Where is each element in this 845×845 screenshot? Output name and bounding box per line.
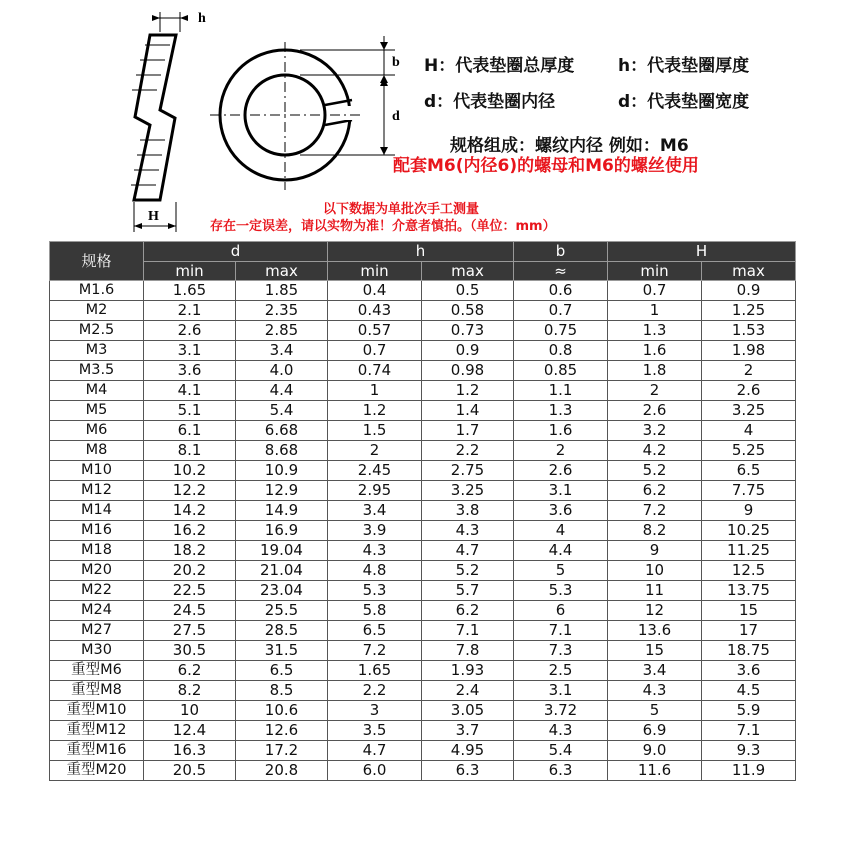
spec-cell: M8 [50, 441, 144, 461]
value-cell: 2.6 [514, 461, 608, 481]
value-cell: 6.1 [144, 421, 236, 441]
table-row [50, 601, 796, 621]
value-cell: 2.2 [422, 441, 514, 461]
value-cell: 15 [702, 601, 796, 621]
spec-cell: M3 [50, 341, 144, 361]
value-cell: 3 [328, 701, 422, 721]
value-cell: 1.5 [328, 421, 422, 441]
value-cell: 0.6 [514, 281, 608, 301]
value-cell: 2.1 [144, 301, 236, 321]
value-cell: 2 [514, 441, 608, 461]
value-cell: 2.35 [236, 301, 328, 321]
value-cell: 11.6 [608, 761, 702, 781]
label-H: H [148, 209, 159, 224]
value-cell: 3.1 [514, 481, 608, 501]
value-cell: 5 [608, 701, 702, 721]
value-cell: 8.1 [144, 441, 236, 461]
value-cell: 6.3 [422, 761, 514, 781]
value-cell: 2.2 [328, 681, 422, 701]
value-cell: 3.6 [144, 361, 236, 381]
subheader-h-max: max [422, 262, 514, 281]
value-cell: 8.68 [236, 441, 328, 461]
value-cell: 1.4 [422, 401, 514, 421]
spec-cell: M20 [50, 561, 144, 581]
spec-cell: M2 [50, 301, 144, 321]
value-cell: 5.3 [514, 581, 608, 601]
value-cell: 0.8 [514, 341, 608, 361]
value-cell: 4.3 [328, 541, 422, 561]
table-row [50, 681, 796, 701]
value-cell: 20.8 [236, 761, 328, 781]
value-cell: 2.6 [608, 401, 702, 421]
table-row [50, 481, 796, 501]
value-cell: 1.65 [328, 661, 422, 681]
legend-H: H：代表垫圈总厚度 [424, 56, 575, 76]
table-row [50, 761, 796, 781]
value-cell: 5.2 [422, 561, 514, 581]
value-cell: 1.7 [422, 421, 514, 441]
value-cell: 22.5 [144, 581, 236, 601]
spec-table [49, 241, 796, 781]
value-cell: 3.1 [514, 681, 608, 701]
value-cell: 14.2 [144, 501, 236, 521]
value-cell: 4.7 [328, 741, 422, 761]
value-cell: 5.9 [702, 701, 796, 721]
value-cell: 1.25 [702, 301, 796, 321]
value-cell: 1.3 [608, 321, 702, 341]
value-cell: 8.2 [144, 681, 236, 701]
value-cell: 7.1 [422, 621, 514, 641]
value-cell: 31.5 [236, 641, 328, 661]
value-cell: 19.04 [236, 541, 328, 561]
table-row [50, 741, 796, 761]
value-cell: 4.3 [608, 681, 702, 701]
value-cell: 5.4 [236, 401, 328, 421]
value-cell: 4.2 [608, 441, 702, 461]
value-cell: 10 [144, 701, 236, 721]
value-cell: 2.45 [328, 461, 422, 481]
value-cell: 16.2 [144, 521, 236, 541]
table-row [50, 301, 796, 321]
value-cell: 2.5 [514, 661, 608, 681]
spec-cell: M4 [50, 381, 144, 401]
value-cell: 8.2 [608, 521, 702, 541]
value-cell: 25.5 [236, 601, 328, 621]
table-row [50, 421, 796, 441]
value-cell: 6.5 [236, 661, 328, 681]
value-cell: 0.85 [514, 361, 608, 381]
spec-cell: M6 [50, 421, 144, 441]
value-cell: 3.25 [422, 481, 514, 501]
value-cell: 7.1 [514, 621, 608, 641]
measure-note-line1: 以下数据为单批次手工测量 [323, 202, 480, 217]
label-d: d [392, 109, 400, 124]
value-cell: 2.4 [422, 681, 514, 701]
value-cell: 2.85 [236, 321, 328, 341]
table-row [50, 621, 796, 641]
value-cell: 4 [514, 521, 608, 541]
value-cell: 23.04 [236, 581, 328, 601]
value-cell: 6.2 [608, 481, 702, 501]
value-cell: 1.1 [514, 381, 608, 401]
value-cell: 4.4 [236, 381, 328, 401]
value-cell: 4.3 [514, 721, 608, 741]
value-cell: 5.1 [144, 401, 236, 421]
spec-cell: M12 [50, 481, 144, 501]
spec-cell: 重型M8 [50, 681, 144, 701]
value-cell: 3.8 [422, 501, 514, 521]
value-cell: 3.1 [144, 341, 236, 361]
value-cell: 9 [608, 541, 702, 561]
value-cell: 5.3 [328, 581, 422, 601]
value-cell: 10.9 [236, 461, 328, 481]
spec-cell: M3.5 [50, 361, 144, 381]
value-cell: 0.5 [422, 281, 514, 301]
value-cell: 2.75 [422, 461, 514, 481]
value-cell: 21.04 [236, 561, 328, 581]
value-cell: 17 [702, 621, 796, 641]
value-cell: 0.9 [702, 281, 796, 301]
subheader-b-approx: ≈ [514, 262, 608, 281]
spec-cell: M22 [50, 581, 144, 601]
value-cell: 13.6 [608, 621, 702, 641]
table-row [50, 361, 796, 381]
value-cell: 0.73 [422, 321, 514, 341]
value-cell: 2 [328, 441, 422, 461]
spec-cell: 重型M12 [50, 721, 144, 741]
table-row [50, 661, 796, 681]
value-cell: 10 [608, 561, 702, 581]
value-cell: 12.6 [236, 721, 328, 741]
header-spec: 规格 [50, 242, 144, 281]
value-cell: 3.9 [328, 521, 422, 541]
value-cell: 30.5 [144, 641, 236, 661]
value-cell: 0.7 [328, 341, 422, 361]
header-b: b [514, 242, 608, 262]
value-cell: 18.75 [702, 641, 796, 661]
value-cell: 0.7 [608, 281, 702, 301]
value-cell: 1.98 [702, 341, 796, 361]
value-cell: 5 [514, 561, 608, 581]
value-cell: 24.5 [144, 601, 236, 621]
value-cell: 12.9 [236, 481, 328, 501]
spec-cell: M2.5 [50, 321, 144, 341]
table-row [50, 461, 796, 481]
value-cell: 4.5 [702, 681, 796, 701]
value-cell: 11 [608, 581, 702, 601]
table-row [50, 501, 796, 521]
value-cell: 7.75 [702, 481, 796, 501]
table-row [50, 341, 796, 361]
value-cell: 6.9 [608, 721, 702, 741]
spec-cell: 重型M10 [50, 701, 144, 721]
value-cell: 28.5 [236, 621, 328, 641]
value-cell: 10.25 [702, 521, 796, 541]
value-cell: 3.6 [514, 501, 608, 521]
value-cell: 11.9 [702, 761, 796, 781]
value-cell: 5.7 [422, 581, 514, 601]
value-cell: 6.3 [514, 761, 608, 781]
label-b: b [392, 55, 400, 70]
spec-cell: M1.6 [50, 281, 144, 301]
spec-cell: M27 [50, 621, 144, 641]
spec-cell: M10 [50, 461, 144, 481]
table-row [50, 401, 796, 421]
subheader-H-min: min [608, 262, 702, 281]
value-cell: 4.3 [422, 521, 514, 541]
value-cell: 5.25 [702, 441, 796, 461]
header-h: h [328, 242, 514, 262]
value-cell: 1.8 [608, 361, 702, 381]
spec-cell: M14 [50, 501, 144, 521]
value-cell: 6.0 [328, 761, 422, 781]
value-cell: 10.2 [144, 461, 236, 481]
value-cell: 27.5 [144, 621, 236, 641]
value-cell: 9.0 [608, 741, 702, 761]
value-cell: 1.6 [608, 341, 702, 361]
value-cell: 1.85 [236, 281, 328, 301]
value-cell: 12.2 [144, 481, 236, 501]
value-cell: 7.2 [608, 501, 702, 521]
table-row [50, 521, 796, 541]
value-cell: 4.0 [236, 361, 328, 381]
value-cell: 4.4 [514, 541, 608, 561]
value-cell: 0.74 [328, 361, 422, 381]
value-cell: 1 [608, 301, 702, 321]
value-cell: 0.4 [328, 281, 422, 301]
value-cell: 0.58 [422, 301, 514, 321]
value-cell: 3.72 [514, 701, 608, 721]
value-cell: 12.4 [144, 721, 236, 741]
value-cell: 7.3 [514, 641, 608, 661]
value-cell: 6.68 [236, 421, 328, 441]
value-cell: 1.3 [514, 401, 608, 421]
value-cell: 10.6 [236, 701, 328, 721]
value-cell: 14.9 [236, 501, 328, 521]
table-row [50, 701, 796, 721]
value-cell: 18.2 [144, 541, 236, 561]
value-cell: 9 [702, 501, 796, 521]
value-cell: 0.43 [328, 301, 422, 321]
value-cell: 4.7 [422, 541, 514, 561]
subheader-h-min: min [328, 262, 422, 281]
spec-usage-note: 配套M6(内径6)的螺母和M6的螺丝使用 [393, 156, 699, 176]
value-cell: 3.4 [328, 501, 422, 521]
value-cell: 3.5 [328, 721, 422, 741]
value-cell: 6 [514, 601, 608, 621]
value-cell: 13.75 [702, 581, 796, 601]
value-cell: 1.93 [422, 661, 514, 681]
value-cell: 12 [608, 601, 702, 621]
table-row [50, 721, 796, 741]
value-cell: 3.7 [422, 721, 514, 741]
value-cell: 12.5 [702, 561, 796, 581]
value-cell: 1 [328, 381, 422, 401]
value-cell: 1.6 [514, 421, 608, 441]
subheader-d-min: min [144, 262, 236, 281]
legend-d-inner: d：代表垫圈内径 [424, 92, 556, 112]
value-cell: 16.9 [236, 521, 328, 541]
value-cell: 0.98 [422, 361, 514, 381]
value-cell: 4.95 [422, 741, 514, 761]
header-H: H [608, 242, 796, 262]
value-cell: 7.2 [328, 641, 422, 661]
spec-cell: M18 [50, 541, 144, 561]
value-cell: 6.5 [702, 461, 796, 481]
value-cell: 3.6 [702, 661, 796, 681]
spec-cell: 重型M20 [50, 761, 144, 781]
value-cell: 1.2 [422, 381, 514, 401]
legend-h: h：代表垫圈厚度 [618, 56, 750, 76]
value-cell: 2.6 [702, 381, 796, 401]
value-cell: 3.25 [702, 401, 796, 421]
header-d: d [144, 242, 328, 262]
value-cell: 1.53 [702, 321, 796, 341]
table-row [50, 581, 796, 601]
value-cell: 3.05 [422, 701, 514, 721]
table-row [50, 281, 796, 301]
spec-cell: M24 [50, 601, 144, 621]
table-row [50, 321, 796, 341]
table-row [50, 561, 796, 581]
subheader-H-max: max [702, 262, 796, 281]
value-cell: 3.2 [608, 421, 702, 441]
value-cell: 15 [608, 641, 702, 661]
table-row [50, 641, 796, 661]
spec-format-note: 规格组成：螺纹内径 例如：M6 [450, 136, 689, 156]
table-row [50, 381, 796, 401]
value-cell: 3.4 [608, 661, 702, 681]
value-cell: 3.4 [236, 341, 328, 361]
value-cell: 20.5 [144, 761, 236, 781]
spec-cell: 重型M6 [50, 661, 144, 681]
value-cell: 7.8 [422, 641, 514, 661]
value-cell: 2 [608, 381, 702, 401]
value-cell: 8.5 [236, 681, 328, 701]
subheader-d-max: max [236, 262, 328, 281]
value-cell: 5.2 [608, 461, 702, 481]
value-cell: 4 [702, 421, 796, 441]
value-cell: 6.5 [328, 621, 422, 641]
spec-cell: M16 [50, 521, 144, 541]
value-cell: 20.2 [144, 561, 236, 581]
measure-note-line2: 存在一定误差，请以实物为准！介意者慎拍。（单位：mm） [210, 219, 556, 234]
table-row [50, 441, 796, 461]
value-cell: 2 [702, 361, 796, 381]
value-cell: 2.6 [144, 321, 236, 341]
value-cell: 6.2 [422, 601, 514, 621]
table-body [50, 281, 796, 781]
value-cell: 9.3 [702, 741, 796, 761]
value-cell: 0.57 [328, 321, 422, 341]
value-cell: 4.1 [144, 381, 236, 401]
value-cell: 17.2 [236, 741, 328, 761]
label-h: h [198, 11, 206, 26]
value-cell: 16.3 [144, 741, 236, 761]
spec-cell: M5 [50, 401, 144, 421]
value-cell: 1.2 [328, 401, 422, 421]
value-cell: 4.8 [328, 561, 422, 581]
value-cell: 5.8 [328, 601, 422, 621]
value-cell: 5.4 [514, 741, 608, 761]
value-cell: 11.25 [702, 541, 796, 561]
value-cell: 7.1 [702, 721, 796, 741]
table-row [50, 541, 796, 561]
legend-d-width: d：代表垫圈宽度 [618, 92, 750, 112]
value-cell: 1.65 [144, 281, 236, 301]
spec-cell: M30 [50, 641, 144, 661]
value-cell: 0.75 [514, 321, 608, 341]
value-cell: 0.7 [514, 301, 608, 321]
spec-cell: 重型M16 [50, 741, 144, 761]
value-cell: 2.95 [328, 481, 422, 501]
value-cell: 0.9 [422, 341, 514, 361]
value-cell: 6.2 [144, 661, 236, 681]
